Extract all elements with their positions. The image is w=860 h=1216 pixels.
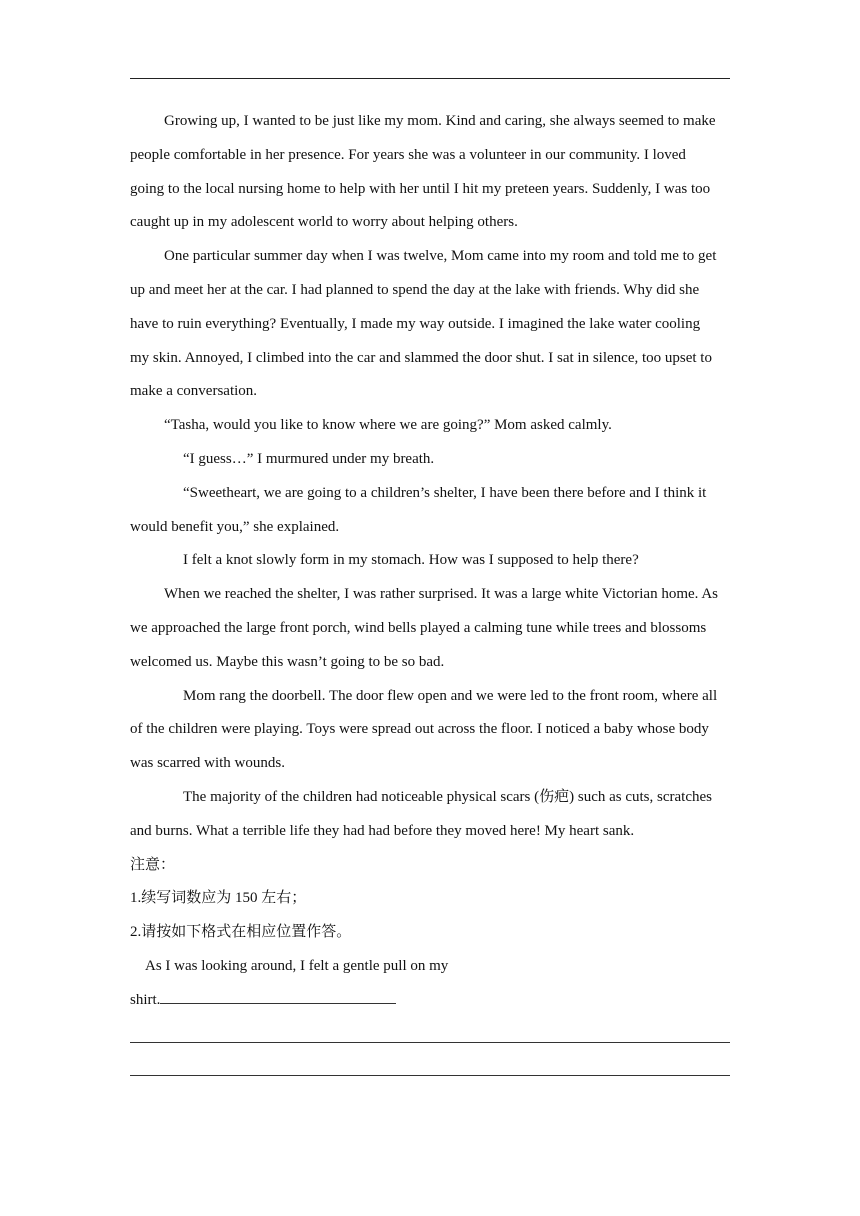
paragraph-6-line-1: I felt a knot slowly form in my stomach. How was I supposed to help there? — [183, 552, 639, 569]
paragraph-7-line-2: we approached the large front porch, wind bells played a calming tune while trees and blossoms — [130, 619, 707, 636]
answer-prompt-line: As I was looking around, I felt a gentle pull on my — [145, 957, 449, 974]
story-text — [130, 105, 730, 849]
paragraph-9-line-1: The majority of the children had noticeable physical scars (伤疤) such as cuts, scratches — [183, 788, 712, 805]
answer-blank-inline[interactable] — [160, 989, 396, 1004]
paragraph-5-line-2: would benefit you,” she explained. — [130, 518, 340, 535]
answer-blank-line-1[interactable] — [130, 1018, 730, 1052]
notes-item-format: 2.请按如下格式在相应位置作答。 — [130, 924, 352, 941]
paragraph-8-line-1: Mom rang the doorbell. The door flew open and we were led to the front room, where all — [183, 687, 718, 704]
paragraph-1-line-1: Growing up, I wanted to be just like my mom. Kind and caring, she always seemed to make — [164, 113, 716, 129]
paragraph-2-line-4: my skin. Annoyed, I climbed into the car and slammed the door shut. I sat in silence, too upset to — [130, 349, 712, 366]
paragraph-8-line-2: of the children were playing. Toys were spread out across the floor. I noticed a baby whose body — [130, 721, 709, 738]
paragraph-2-line-5: make a conversation. — [130, 383, 258, 400]
paragraph-9-line-2: and burns. What a terrible life they had had before they moved here! My heart sank. — [130, 822, 635, 839]
paragraph-1-line-3: going to the local nursing home to help with her until I hit my preteen years. Suddenly, I was too — [130, 180, 711, 197]
paragraph-2-line-2: up and meet her at the car. I had planned to spend the day at the lake with friends. Why did she — [130, 281, 700, 298]
answer-start-line — [130, 984, 730, 1018]
document-body — [130, 105, 730, 1085]
answer-blank-line-2[interactable] — [130, 1051, 730, 1085]
paragraph-7-line-3: welcomed us. Maybe this wasn’t going to be so bad. — [130, 653, 445, 670]
paragraph-2-line-3: have to ruin everything? Eventually, I made my way outside. I imagined the lake water cooling — [130, 315, 701, 332]
paragraph-1-line-4: caught up in my adolescent world to worry about helping others. — [130, 214, 518, 231]
paragraph-2-line-1: One particular summer day when I was twelve, Mom came into my room and told me to get — [164, 248, 717, 265]
paragraph-1-line-2: people comfortable in her presence. For years she was a volunteer in our community. I loved — [130, 146, 686, 163]
paragraph-7-line-1: When we reached the shelter, I was rather surprised. It was a large white Victorian home. As — [164, 586, 718, 603]
notes-item-word-count: 1.续写词数应为 150 左右； — [130, 890, 307, 907]
paragraph-4-line-1: “I guess…” I murmured under my breath. — [183, 450, 435, 467]
paragraph-5-line-1: “Sweetheart, we are going to a children’s shelter, I have been there before and I think it — [183, 484, 707, 501]
answer-prompt-continuation: shirt. — [130, 991, 161, 1008]
paragraph-3-line-1: “Tasha, would you like to know where we are going?” Mom asked calmly. — [164, 417, 612, 434]
notes-heading: 注意： — [130, 856, 176, 873]
header-rule — [130, 78, 730, 79]
paragraph-8-line-3: was scarred with wounds. — [130, 755, 285, 772]
